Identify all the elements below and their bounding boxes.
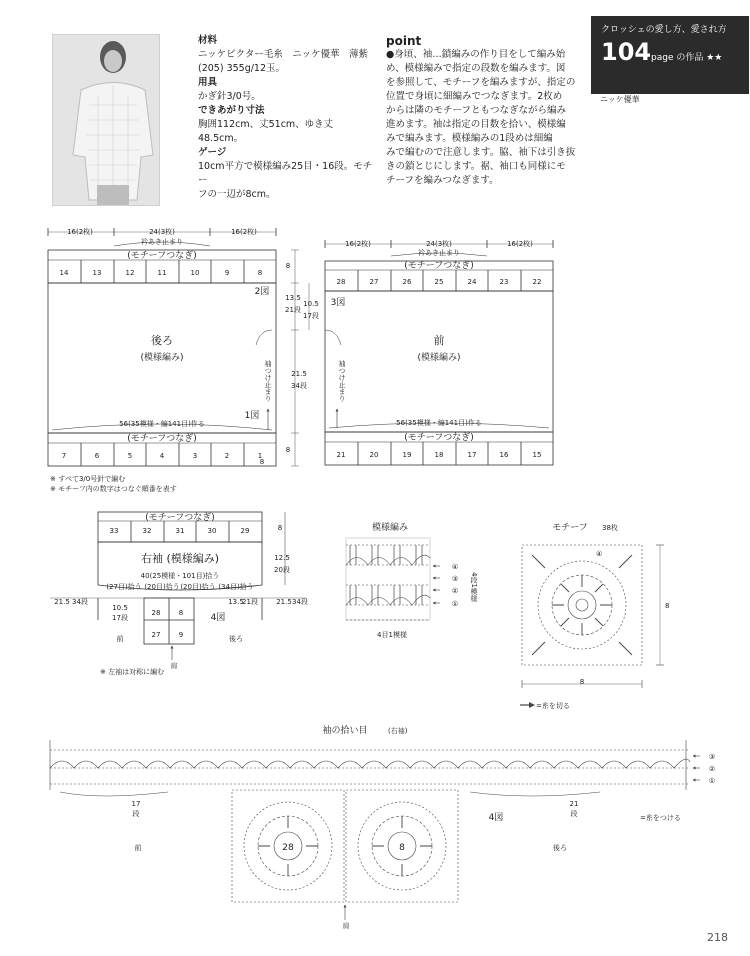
row-number: ④ <box>451 563 459 571</box>
motif-number: 2 <box>224 452 230 460</box>
motif-number: 33 <box>109 527 119 535</box>
dim-label: 10.5 <box>112 604 128 612</box>
dim-label: 21.5 <box>276 598 292 606</box>
badge-page-number: 104 <box>601 38 652 66</box>
motif-number: 15 <box>532 451 542 459</box>
dim-label: 13.5 <box>228 598 244 606</box>
dim-label: 16(2枚) <box>345 240 371 248</box>
sleeve-title: 右袖 (模様編み) <box>140 552 220 565</box>
motif-number: 13 <box>92 269 102 277</box>
row-number: ② <box>451 587 459 595</box>
sleeve-labels <box>54 512 308 676</box>
stitch-pattern-labels <box>372 521 478 639</box>
sleeve-pickup-labels <box>132 724 716 930</box>
tools-text: かぎ針3/0号。 <box>198 91 261 102</box>
point-line: みで編みます。模様編みの1段めは細編 <box>386 133 553 144</box>
figure-label: 1図 <box>244 411 260 421</box>
dim-label: 21.5 <box>54 598 70 606</box>
motif-number: 3 <box>192 452 198 460</box>
row-number: ① <box>708 777 716 785</box>
motif-number: 4 <box>159 452 165 460</box>
motif-number: 27 <box>369 278 379 286</box>
footnote: ※ 左袖は対称に編む <box>100 668 165 676</box>
motif-number: 9 <box>178 631 184 639</box>
repeat-note: 4段1模様 <box>470 572 478 602</box>
dim-label: 8 <box>579 678 585 686</box>
motif-number: 28 <box>151 609 161 617</box>
repeat-note: 4目1模様 <box>377 631 407 639</box>
motif-number: 7 <box>61 452 67 460</box>
legend-text: =糸をつける <box>640 814 681 822</box>
dim-label: 21段 <box>242 598 258 606</box>
dim-label: 24(3枚) <box>149 228 175 236</box>
motif-number: 14 <box>59 269 69 277</box>
point-title: point <box>386 34 422 48</box>
motif-number: 28 <box>336 278 346 286</box>
motif-number: 30 <box>207 527 217 535</box>
pickup-title: 袖の拾い目 <box>322 726 368 736</box>
motif-number: 26 <box>402 278 412 286</box>
dim-label: 16(2枚) <box>507 240 533 248</box>
footnote: ※ すべて3/0号針で編む <box>50 475 126 483</box>
pick-up-part: (20目)拾う <box>180 583 216 591</box>
motif-number: 18 <box>434 451 444 459</box>
page-number: 218 <box>707 931 728 944</box>
piece-sub: (模様編み) <box>140 353 184 363</box>
motif-chart <box>520 545 664 705</box>
motif-labels <box>536 522 669 710</box>
dim-label: 12.5 <box>274 554 290 562</box>
motif-number: 10 <box>190 269 200 277</box>
side-label: 肩 <box>170 662 178 670</box>
back-labels <box>50 227 272 493</box>
figure-label: 2図 <box>254 287 270 297</box>
material-line-2: (205) 355g/12玉。 <box>198 63 286 74</box>
gauge-heading: ゲージ <box>198 147 227 158</box>
footnote: ※ モチーフ内の数字はつなぐ順番を表す <box>50 485 177 493</box>
middle-dimension-labels <box>285 262 319 454</box>
dim-label: 24(3枚) <box>426 240 452 248</box>
legend-text: =糸を切る <box>536 702 570 710</box>
point-line: チーフを編みつなぎます。 <box>386 175 499 186</box>
dim-label: 8 <box>665 602 670 610</box>
dim-label: 16(2枚) <box>231 228 257 236</box>
row-number: ③ <box>708 753 716 761</box>
motif-number: 23 <box>499 278 509 286</box>
row-number: ② <box>708 765 716 773</box>
motif-number: 29 <box>240 527 250 535</box>
material-line-1: ニッケビクター毛糸 ニッケ優華 薄紫 <box>198 49 369 60</box>
motif-number: 25 <box>434 278 444 286</box>
dim-label: 10.5 <box>303 300 319 308</box>
motif-number: 5 <box>127 452 133 460</box>
motif-label: (モチーフつなぎ) <box>404 433 474 443</box>
dim-label: 段 <box>570 810 578 818</box>
motif-label: (モチーフつなぎ) <box>127 251 197 261</box>
pick-up-note: 40(25模様・101目)拾う <box>140 572 220 580</box>
dim-label: 34段 <box>72 598 88 606</box>
start-marker: ④ <box>596 550 603 558</box>
piece-title: 前 <box>433 334 445 347</box>
pick-up-part: (27目)拾う <box>106 583 142 591</box>
dim-label: 8 <box>277 524 283 532</box>
motif-number: 17 <box>467 451 477 459</box>
dim-label: 8 <box>285 446 291 454</box>
motif-number: 12 <box>125 269 135 277</box>
pickup-sub: (右袖) <box>388 727 408 735</box>
material-heading: 材料 <box>198 35 218 46</box>
dim-label: 8 <box>259 458 265 466</box>
row-number: ① <box>451 600 459 608</box>
neck-note: 衿あき止まり <box>418 249 460 257</box>
gauge-line-1: 10cm平方で模様編み25目・16段。モチー <box>198 161 373 186</box>
point-line: 位置で身頃に細編みでつなぎます。2枚め <box>386 91 563 102</box>
motif-number: 9 <box>224 269 230 277</box>
dim-label: 段 <box>132 810 140 818</box>
motif-label: (モチーフつなぎ) <box>404 261 474 271</box>
point-line: め、模様編みで指定の段数を編みます。図 <box>386 63 566 74</box>
dim-label: 34段 <box>291 382 307 390</box>
front-labels <box>331 239 542 459</box>
motif-number: 19 <box>402 451 412 459</box>
motif-number: 21 <box>336 451 346 459</box>
side-label: 後ろ <box>229 635 243 643</box>
pick-up-part: (34目)拾う <box>218 583 254 591</box>
figure-label: 3図 <box>330 298 346 308</box>
cast-on-note: 56(35模様・編141目)作る <box>396 419 482 427</box>
dim-label: 17 <box>131 800 141 808</box>
dim-label: 21段 <box>285 306 301 314</box>
dim-label: 16(2枚) <box>67 228 93 236</box>
row-number: ③ <box>451 575 459 583</box>
point-line: からは隣のモチーフともつなぎながら編み <box>386 105 567 116</box>
side-label: 後ろ <box>553 844 567 852</box>
side-note: 袖つけ止まり <box>338 360 346 402</box>
point-line: 進めます。袖は指定の目数を拾い、模様編 <box>386 119 566 130</box>
figure-label: 4図 <box>210 613 226 623</box>
stitch-pattern-chart <box>346 538 440 620</box>
piece-sub: (模様編み) <box>417 353 461 363</box>
motif-number: 32 <box>142 527 152 535</box>
motif-number: 8 <box>399 843 405 853</box>
pick-up-part: (20目)拾う <box>144 583 180 591</box>
side-note: 袖つけ止まり <box>264 360 272 402</box>
badge-page-label: page の作品 ★★ <box>651 53 723 63</box>
dim-label: 34段 <box>292 598 308 606</box>
motif-number: 27 <box>151 631 161 639</box>
badge-title: クロッシェの愛し方、愛され方 <box>601 25 727 35</box>
point-line: を参照して、モチーフを編みますが、指定の <box>386 77 576 88</box>
dim-label: 21 <box>569 800 579 808</box>
dim-label: 17段 <box>112 614 128 622</box>
motif-number: 6 <box>94 452 100 460</box>
motif-count: 38枚 <box>602 524 618 532</box>
motif-number: 8 <box>178 609 184 617</box>
gauge-line-2: フの一辺が8cm。 <box>198 189 276 200</box>
tools-heading: 用具 <box>198 77 218 88</box>
motif-number: 1 <box>257 452 263 460</box>
sleeve-pickup-chart <box>50 740 700 920</box>
brand-label: ニッケ優華 <box>600 95 640 104</box>
back-diagram <box>48 228 276 466</box>
dim-label: 20段 <box>274 566 290 574</box>
piece-title: 後ろ <box>151 334 173 347</box>
point-line: きの鎖とじにします。裾、袖口も同様にモ <box>386 161 566 172</box>
figure-label: 4図 <box>488 813 504 823</box>
pattern-title: 模様編み <box>371 523 409 533</box>
middle-dimensions <box>291 250 309 466</box>
dim-label: 8 <box>285 262 291 270</box>
motif-number: 20 <box>369 451 379 459</box>
motif-number: 8 <box>257 269 263 277</box>
dim-label: 13.5 <box>285 294 301 302</box>
motif-number: 24 <box>467 278 477 286</box>
motif-label: (モチーフつなぎ) <box>127 434 197 444</box>
point-line: ●身頃、袖…鎖編みの作り目をして編み始 <box>386 49 566 60</box>
motif-label: (モチーフつなぎ) <box>145 513 215 523</box>
cast-on-note: 56(35模様・編141目)作る <box>119 420 205 428</box>
motif-number: 22 <box>532 278 542 286</box>
side-label: 前 <box>116 635 124 643</box>
neck-note: 衿あき止まり <box>141 238 183 246</box>
size-heading: できあがり寸法 <box>198 105 265 116</box>
point-line: みで編むので注意します。脇、袖下は引き抜 <box>386 147 576 158</box>
motif-title: モチーフ <box>552 523 588 533</box>
size-text: 胸囲112cm、丈51cm、ゆき丈48.5cm。 <box>198 119 334 144</box>
side-label: 前 <box>134 844 142 852</box>
dim-label: 17段 <box>303 312 319 320</box>
side-label: 肩 <box>342 922 350 930</box>
dim-label: 21.5 <box>291 370 307 378</box>
motif-number: 28 <box>282 843 294 853</box>
motif-number: 31 <box>175 527 185 535</box>
motif-number: 16 <box>499 451 509 459</box>
motif-number: 11 <box>157 269 167 277</box>
